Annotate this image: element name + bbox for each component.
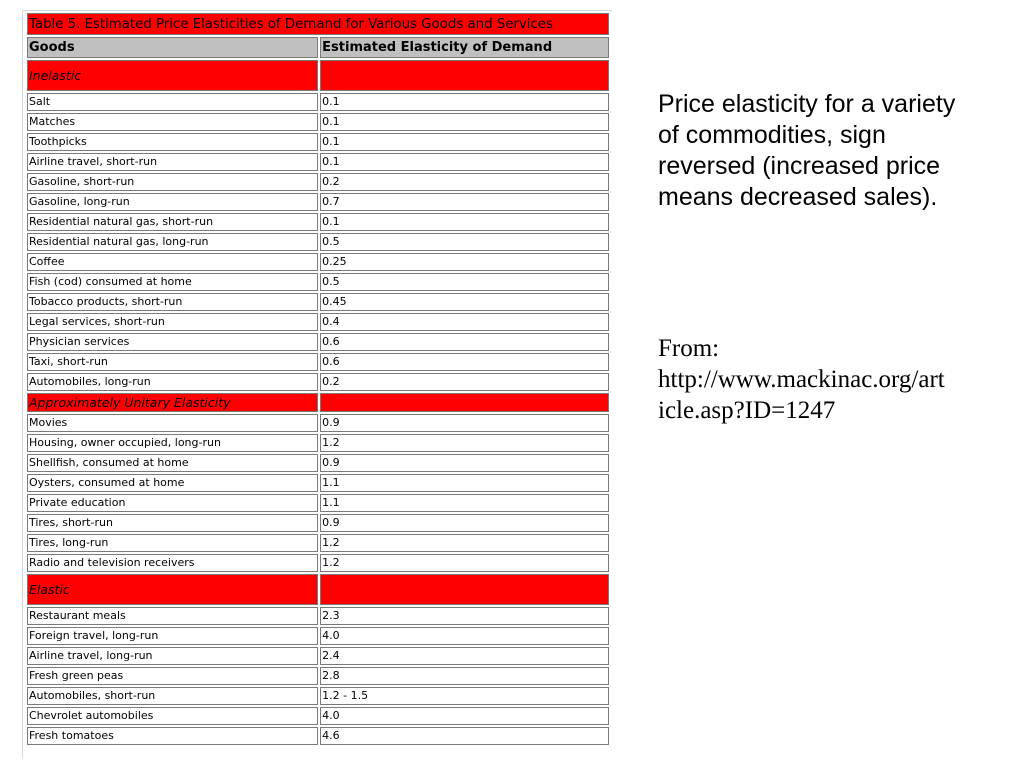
- elasticity-cell: 2.8: [320, 667, 609, 685]
- category-row: [27, 574, 609, 605]
- goods-cell: Radio and television receivers: [27, 554, 318, 572]
- table-row: [27, 193, 609, 211]
- table-row: [27, 647, 609, 665]
- table-row: [27, 293, 609, 311]
- table-row: [27, 353, 609, 371]
- goods-cell: Shellfish, consumed at home: [27, 454, 318, 472]
- goods-cell: Housing, owner occupied, long-run: [27, 434, 318, 452]
- table-row: [27, 373, 609, 391]
- description-text: Price elasticity for a variety of commodities, sign reversed (increased price means decreased sales).: [658, 90, 956, 211]
- goods-cell: Restaurant meals: [27, 607, 318, 625]
- elasticity-cell: 0.6: [320, 353, 609, 371]
- table-row: [27, 494, 609, 512]
- table-row: [27, 534, 609, 552]
- source-label: From:: [658, 335, 720, 362]
- table-row: [27, 727, 609, 745]
- elasticity-cell: 0.4: [320, 313, 609, 331]
- elasticity-cell: 1.2: [320, 434, 609, 452]
- table-row: [27, 667, 609, 685]
- table-header-row: [27, 37, 609, 58]
- goods-cell: Gasoline, long-run: [27, 193, 318, 211]
- goods-cell: Salt: [27, 93, 318, 111]
- table-row: [27, 434, 609, 452]
- table-row: [27, 554, 609, 572]
- table-row: [27, 93, 609, 111]
- goods-cell: Matches: [27, 113, 318, 131]
- table-title-row: [27, 13, 609, 35]
- goods-cell: Tires, long-run: [27, 534, 318, 552]
- category-label: Approximately Unitary Elasticity: [27, 393, 318, 412]
- goods-cell: Tobacco products, short-run: [27, 293, 318, 311]
- table-frame: [22, 10, 612, 758]
- elasticity-cell: 0.25: [320, 253, 609, 271]
- goods-cell: Foreign travel, long-run: [27, 627, 318, 645]
- elasticity-cell: 4.6: [320, 727, 609, 745]
- source-block: [658, 333, 948, 426]
- table-row: [27, 687, 609, 705]
- table-title: Table 5. Estimated Price Elasticities of Demand for Various Goods and Services: [27, 13, 609, 35]
- goods-cell: Residential natural gas, short-run: [27, 213, 318, 231]
- source-url: http://www.mackinac.org/article.asp?ID=1247: [658, 366, 945, 424]
- goods-cell: Taxi, short-run: [27, 353, 318, 371]
- goods-cell: Oysters, consumed at home: [27, 474, 318, 492]
- table-row: [27, 273, 609, 291]
- elasticity-cell: 0.2: [320, 173, 609, 191]
- category-value-empty: [320, 574, 609, 605]
- category-label: Elastic: [27, 574, 318, 605]
- goods-cell: Legal services, short-run: [27, 313, 318, 331]
- elasticity-cell: 0.5: [320, 233, 609, 251]
- table-row: [27, 707, 609, 725]
- category-value-empty: [320, 60, 609, 91]
- table-row: [27, 113, 609, 131]
- elasticity-cell: 0.5: [320, 273, 609, 291]
- elasticity-cell: 0.7: [320, 193, 609, 211]
- elasticity-cell: 4.0: [320, 627, 609, 645]
- elasticity-cell: 2.3: [320, 607, 609, 625]
- elasticity-cell: 0.6: [320, 333, 609, 351]
- category-value-empty: [320, 393, 609, 412]
- table-row: [27, 627, 609, 645]
- table-row: [27, 233, 609, 251]
- category-row: [27, 393, 609, 412]
- elasticity-cell: 1.1: [320, 494, 609, 512]
- elasticity-cell: 0.45: [320, 293, 609, 311]
- elasticity-cell: 0.2: [320, 373, 609, 391]
- table-row: [27, 454, 609, 472]
- goods-cell: Gasoline, short-run: [27, 173, 318, 191]
- goods-cell: Fresh tomatoes: [27, 727, 318, 745]
- table-row: [27, 414, 609, 432]
- elasticity-cell: 1.2: [320, 534, 609, 552]
- goods-cell: Fish (cod) consumed at home: [27, 273, 318, 291]
- goods-cell: Physician services: [27, 333, 318, 351]
- header-elasticity: Estimated Elasticity of Demand: [320, 37, 609, 58]
- elasticity-cell: 0.9: [320, 514, 609, 532]
- goods-cell: Residential natural gas, long-run: [27, 233, 318, 251]
- elasticity-cell: 0.9: [320, 414, 609, 432]
- category-row: [27, 60, 609, 91]
- table-row: [27, 173, 609, 191]
- category-label: Inelastic: [27, 60, 318, 91]
- goods-cell: Airline travel, short-run: [27, 153, 318, 171]
- elasticity-cell: 1.2: [320, 554, 609, 572]
- elasticity-cell: 0.1: [320, 133, 609, 151]
- elasticity-cell: 0.1: [320, 153, 609, 171]
- goods-cell: Coffee: [27, 253, 318, 271]
- elasticity-cell: 4.0: [320, 707, 609, 725]
- table-row: [27, 153, 609, 171]
- elasticity-cell: 2.4: [320, 647, 609, 665]
- table-row: [27, 133, 609, 151]
- goods-cell: Airline travel, long-run: [27, 647, 318, 665]
- goods-cell: Fresh green peas: [27, 667, 318, 685]
- goods-cell: Private education: [27, 494, 318, 512]
- table-row: [27, 213, 609, 231]
- elasticity-table: [25, 11, 611, 747]
- goods-cell: Automobiles, short-run: [27, 687, 318, 705]
- elasticity-cell: 1.1: [320, 474, 609, 492]
- goods-cell: Toothpicks: [27, 133, 318, 151]
- table-row: [27, 333, 609, 351]
- goods-cell: Chevrolet automobiles: [27, 707, 318, 725]
- table-row: [27, 253, 609, 271]
- table-row: [27, 474, 609, 492]
- table-row: [27, 514, 609, 532]
- elasticity-cell: 0.1: [320, 113, 609, 131]
- goods-cell: Tires, short-run: [27, 514, 318, 532]
- elasticity-cell: 0.1: [320, 93, 609, 111]
- elasticity-cell: 0.1: [320, 213, 609, 231]
- table-row: [27, 313, 609, 331]
- elasticity-cell: 1.2 - 1.5: [320, 687, 609, 705]
- elasticity-cell: 0.9: [320, 454, 609, 472]
- goods-cell: Movies: [27, 414, 318, 432]
- header-goods: Goods: [27, 37, 318, 58]
- goods-cell: Automobiles, long-run: [27, 373, 318, 391]
- table-row: [27, 607, 609, 625]
